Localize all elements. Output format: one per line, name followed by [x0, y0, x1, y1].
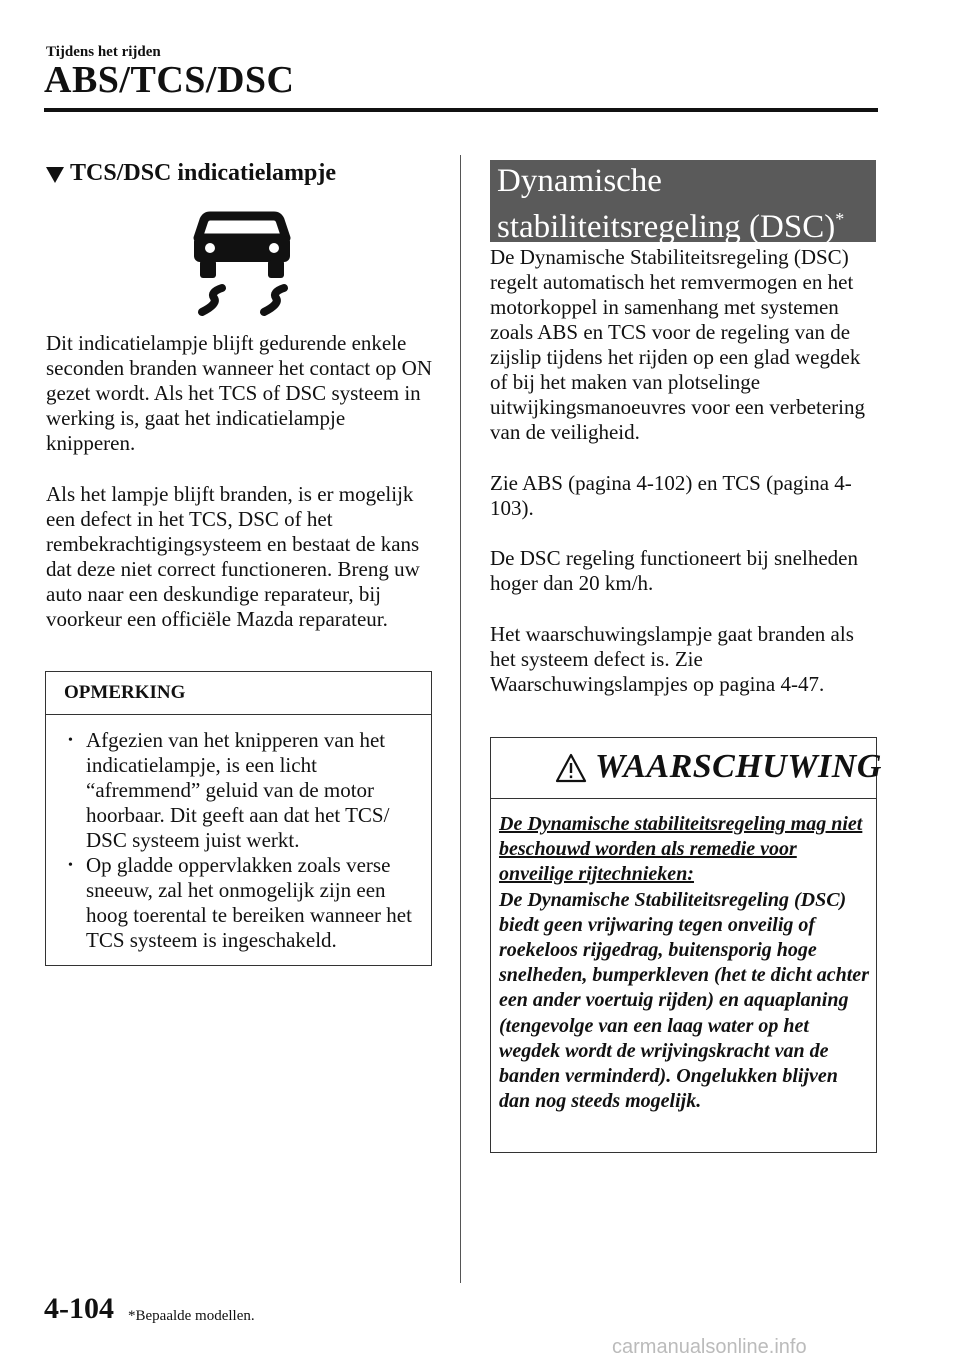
footnote: *Bepaalde modellen. — [128, 1308, 255, 1324]
left-paragraph-1: Dit indicatielampje blijft gedurende enkele seconden branden wanneer het contact op ON gezet wordt. Als het TCS of DSC systeem in werking is, gaat het indicatielampje knipperen. — [46, 331, 433, 455]
watermark: carmanualsonline.info — [612, 1336, 807, 1358]
dsc-heading-line1: Dynamische — [497, 163, 662, 199]
dsc-heading-text: stabiliteitsregeling (DSC) — [497, 209, 836, 245]
note-header — [46, 672, 431, 715]
left-paragraph-2: Als het lampje blijft branden, is er mogelijk een defect in het TCS, DSC of het rembekrachtigingsysteem en bestaat de kans dat deze niet correct functioneren. Breng uw auto naar een deskundige reparateur, bij voorkeur een officiële Mazda reparateur. — [46, 482, 420, 631]
right-paragraph-3: De DSC regeling functioneert bij snelheden hoger dan 20 km/h. — [490, 546, 858, 595]
section-heading-tcs-dsc — [46, 160, 432, 187]
warning-body — [499, 812, 871, 1114]
warning-header — [491, 738, 882, 799]
section-label: Tijdens het rijden — [46, 44, 161, 60]
warning-box — [490, 737, 882, 1153]
note-item: • Op gladde oppervlakken zoals verse sneeuw, zal het onmogelijk zijn een hoog toerental te bereiken wanneer het TCS systeem is ingeschakeld. — [60, 853, 420, 953]
right-paragraph-1: De Dynamische Stabiliteitsregeling (DSC) regelt automatisch het remvermogen en het motorkoppel in samenhang met systemen zoals ABS en TCS voor de regeling van de zijslip tijdens het rijden op een glad wegdek of bij het maken van plotselinge uitwijkingsmanoeuvres voor een verbetering van de veiligheid. — [490, 245, 865, 444]
note-item: • Afgezien van het knipperen van het indicatielampje, is een licht “afremmend” geluid van de motor hoorbaar. Dit geeft aan dat het TCS/ DSC systeem juist werkt. — [60, 728, 420, 853]
warning-title: WAARSCHUWING — [595, 748, 882, 785]
dsc-heading-band — [490, 160, 876, 245]
note-title: OPMERKING — [64, 682, 186, 703]
note-box — [45, 671, 432, 966]
page-number: 4-104 — [44, 1292, 114, 1325]
tcs-dsc-skid-icon — [192, 208, 292, 318]
footnote-marker: * — [835, 209, 845, 229]
warning-triangle-icon — [555, 753, 587, 783]
title-rule — [44, 108, 878, 112]
warning-text: De Dynamische Stabiliteitsregeling (DSC) biedt geen vrijwaring tegen onveilig of roekeloos rijgedrag, buitensporig hoge snelheden, bumperkleven (het te dicht achter een ander voertuig rijden) en aquaplaning (tengevolge van een laag water op het wegdek wordt de wrijvingskracht van de banden verminderd). Ongelukken blijven dan nog steeds mogelijk. — [499, 888, 869, 1113]
warning-underlined: De Dynamische stabiliteitsregeling mag niet beschouwd worden als remedie voor onveilige rijtechnieken: — [499, 813, 863, 886]
note-list — [60, 728, 420, 953]
page-title: ABS/TCS/DSC — [44, 59, 295, 101]
dsc-heading-line2 — [497, 200, 844, 246]
triangle-bullet-icon — [46, 167, 64, 183]
right-paragraph-4: Het waarschuwingslampje gaat branden als het systeem defect is. Zie Waarschuwingslampjes op pagina 4-47. — [490, 622, 854, 696]
column-divider — [460, 155, 461, 1283]
section-heading-text: TCS/DSC indicatielampje — [70, 160, 337, 186]
right-paragraph-2: Zie ABS (pagina 4-102) en TCS (pagina 4-103). — [490, 471, 852, 520]
